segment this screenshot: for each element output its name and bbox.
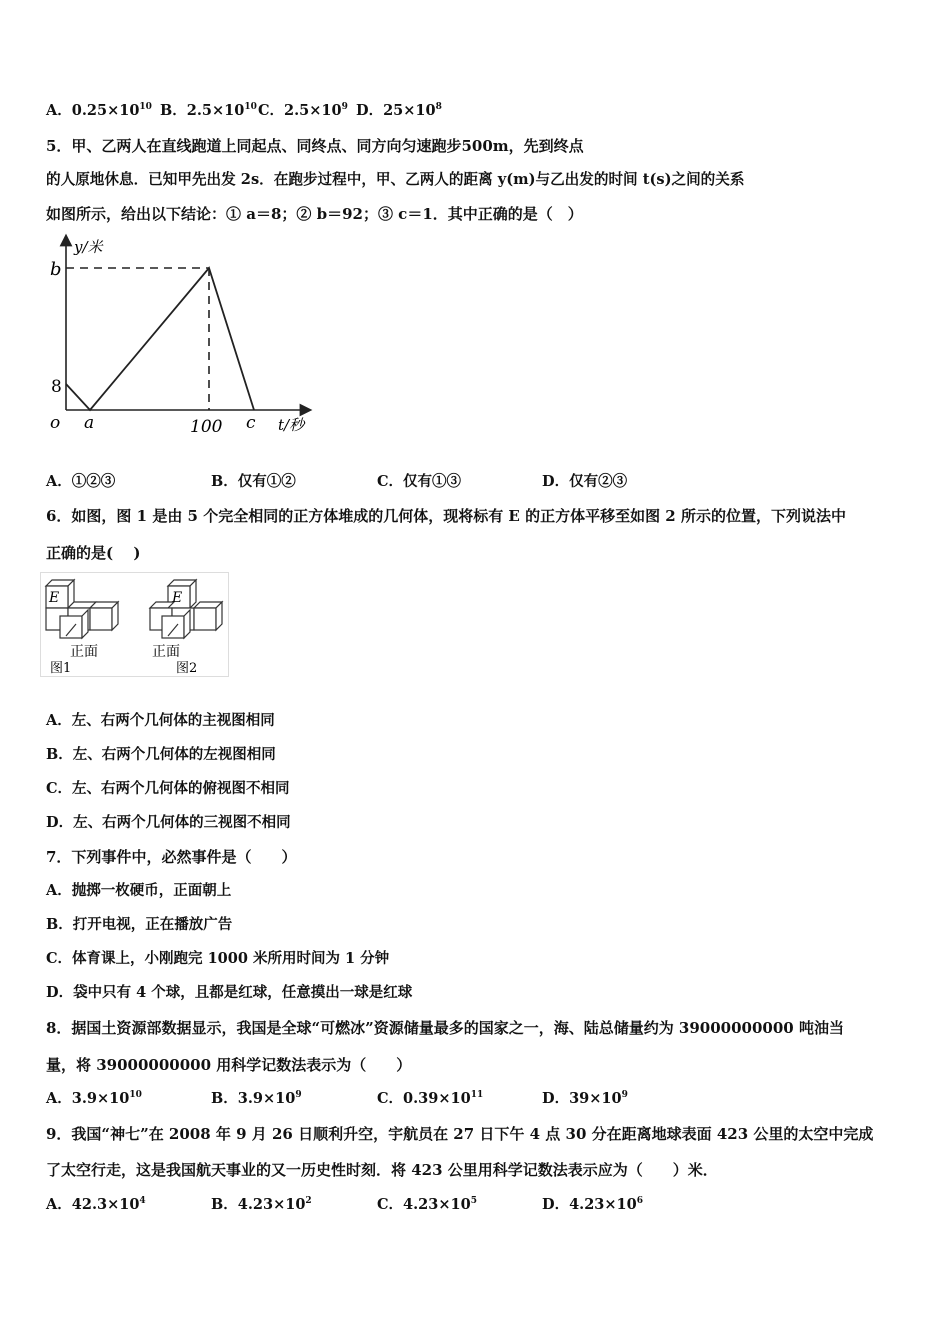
q5-distance-time-graph (44, 232, 314, 442)
q8-option-a: A．$3.9\times 10^{10}$ (46, 1090, 142, 1107)
q8-option-d: D．$39\times 10^9$ (542, 1090, 628, 1107)
distance-curve (66, 268, 254, 410)
q9-option-b: B．$4.23\times 10^2$ (211, 1196, 312, 1213)
eight-label: 8 (51, 377, 62, 397)
c-label: c (246, 413, 256, 433)
e-label-fig1: E (49, 590, 60, 606)
q7-stem: 7．下列事件中，必然事件是（ ） (46, 848, 297, 866)
q7-option-b: B．打开电视，正在播放广告 (46, 916, 233, 933)
q4-option-b: B．$2.5\times 10^{10}$ (160, 102, 257, 119)
q6-option-c: C．左、右两个几何体的俯视图不相同 (46, 780, 290, 797)
q9-option-a: A．$42.3\times 10^4$ (46, 1196, 146, 1213)
b-label: b (50, 259, 62, 280)
q5-option-d: D．仅有②③ (542, 473, 628, 490)
front-label-fig2: 正面 (152, 644, 180, 660)
e-label-fig2: E (172, 590, 183, 606)
fig2-caption: 图2 (176, 661, 198, 676)
q6-option-b: B．左、右两个几何体的左视图相同 (46, 746, 276, 763)
q6-option-d: D．左、右两个几何体的三视图不相同 (46, 814, 291, 831)
q9-option-d: D．$4.23\times 10^6$ (542, 1196, 643, 1213)
q5-stem-line3: 如图所示，给出以下结论：① a＝8；② b＝92；③ c＝1．其中正确的是（ ） (46, 205, 583, 223)
q5-option-c: C．仅有①③ (377, 473, 462, 490)
q9-option-c: C．$4.23\times 10^5$ (377, 1196, 477, 1213)
q5-option-a: A．①②③ (46, 473, 116, 490)
q6-option-a: A．左、右两个几何体的主视图相同 (46, 712, 275, 729)
q4-option-c: C．$2.5\times 10^9$ (258, 102, 348, 119)
figure-1-cubes (46, 580, 118, 638)
q8-stem-line2: 量，将 39000000000 用科学记数法表示为（ ） (46, 1056, 412, 1074)
q9-stem-line1: 9．我国“神七”在 2008 年 9 月 26 日顺利升空，宇航员在 27 日下午 4 点 30 分在距离地球表面 423 公里的太空中完成 (46, 1125, 874, 1143)
origin-label: o (50, 413, 61, 433)
q6-cube-figures (40, 572, 230, 678)
q5-stem-line1: 5．甲、乙两人在直线跑道上同起点、同终点、同方向匀速跑步500m，先到终点 (46, 137, 584, 155)
hundred-label: 100 (190, 417, 223, 437)
q6-stem-line1: 6．如图，图 1 是由 5 个完全相同的正方体堆成的几何体，现将标有 E 的正方体平移至如图 2 所示的位置，下列说法中 (46, 507, 846, 525)
q7-option-c: C．体育课上，小刚跑完 1000 米所用时间为 1 分钟 (46, 950, 390, 967)
q6-stem-line2: 正确的是( ) (46, 544, 141, 562)
front-label-fig1: 正面 (70, 644, 98, 660)
a-label: a (84, 413, 95, 433)
q5-stem-line2: 的人原地休息．已知甲先出发 2s．在跑步过程中，甲、乙两人的距离 y(m)与乙出发的时间 t(s)之间的关系 (46, 171, 745, 188)
q7-option-d: D．袋中只有 4 个球，且都是红球，任意摸出一球是红球 (46, 984, 413, 1001)
y-axis-label: y/米 (74, 238, 103, 256)
q9-stem-line2: 了太空行走，这是我国航天事业的又一历史性时刻．将 423 公里用科学记数法表示应为（ ）米． (46, 1161, 718, 1179)
q4-option-a: A．$0.25\times 10^{10}$ (46, 102, 152, 119)
q7-option-a: A．抛掷一枚硬币，正面朝上 (46, 882, 232, 899)
q8-stem-line1: 8．据国土资源部数据显示，我国是全球“可燃冰”资源储量最多的国家之一，海、陆总储量约为 39000000000 吨油当 (46, 1019, 844, 1037)
fig1-caption: 图1 (50, 661, 72, 676)
x-axis-label: t/秒 (278, 416, 305, 434)
q5-option-b: B．仅有①② (211, 473, 296, 490)
q8-option-b: B．$3.9\times 10^9$ (211, 1090, 302, 1107)
q8-option-c: C．$0.39\times 10^{11}$ (377, 1090, 484, 1107)
figure-2-cubes (150, 580, 222, 638)
q4-option-d: D．$25\times 10^8$ (356, 102, 442, 119)
